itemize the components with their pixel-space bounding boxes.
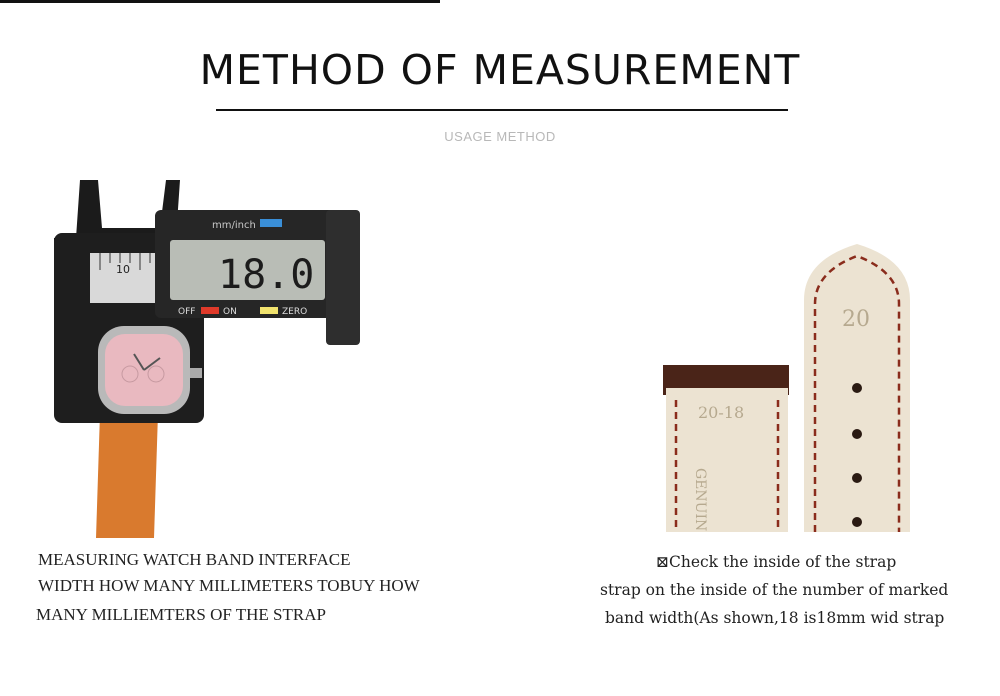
strap-hole <box>852 383 862 393</box>
orange-watch-band <box>96 413 158 538</box>
left-caption-line-1: MEASURING WATCH BAND INTERFACE <box>38 550 351 569</box>
genuine-stamp: GENUIN <box>692 468 708 532</box>
right-caption-line-1: ⊠Check the inside of the strap <box>656 553 897 571</box>
scale-number: 10 <box>116 263 130 276</box>
strap-inside-image <box>658 240 920 532</box>
on-label: ON <box>223 307 237 317</box>
caliper-measurement-image <box>50 178 362 538</box>
on-off-button <box>201 307 219 314</box>
zero-label: ZERO <box>282 307 308 317</box>
zero-button <box>260 307 278 314</box>
lcd-reading: 18.0 <box>218 252 315 298</box>
strap-size-stamp: 20-18 <box>698 403 745 422</box>
page-subtitle: USAGE METHOD <box>444 129 556 144</box>
strap-tip-number: 20 <box>842 307 870 332</box>
title-underline <box>216 109 788 111</box>
page-title: METHOD OF MEASUREMENT <box>199 46 801 94</box>
strap-hole <box>852 473 862 483</box>
left-caption-line-2: WIDTH HOW MANY MILLIMETERS TOBUY HOW <box>38 576 420 595</box>
left-caption-line-3: MANY MILLIEMTERS OF THE STRAP <box>36 605 326 624</box>
unit-label: mm/inch <box>212 220 256 231</box>
right-caption-line-2: strap on the inside of the number of marked <box>600 581 949 599</box>
right-caption-line-3: band width(As shown,18 is18mm wid strap <box>605 609 945 627</box>
top-divider-strip <box>0 0 440 3</box>
strap-hole <box>852 517 862 527</box>
off-label: OFF <box>178 307 196 317</box>
unit-button <box>260 219 282 227</box>
strap-hole <box>852 429 862 439</box>
